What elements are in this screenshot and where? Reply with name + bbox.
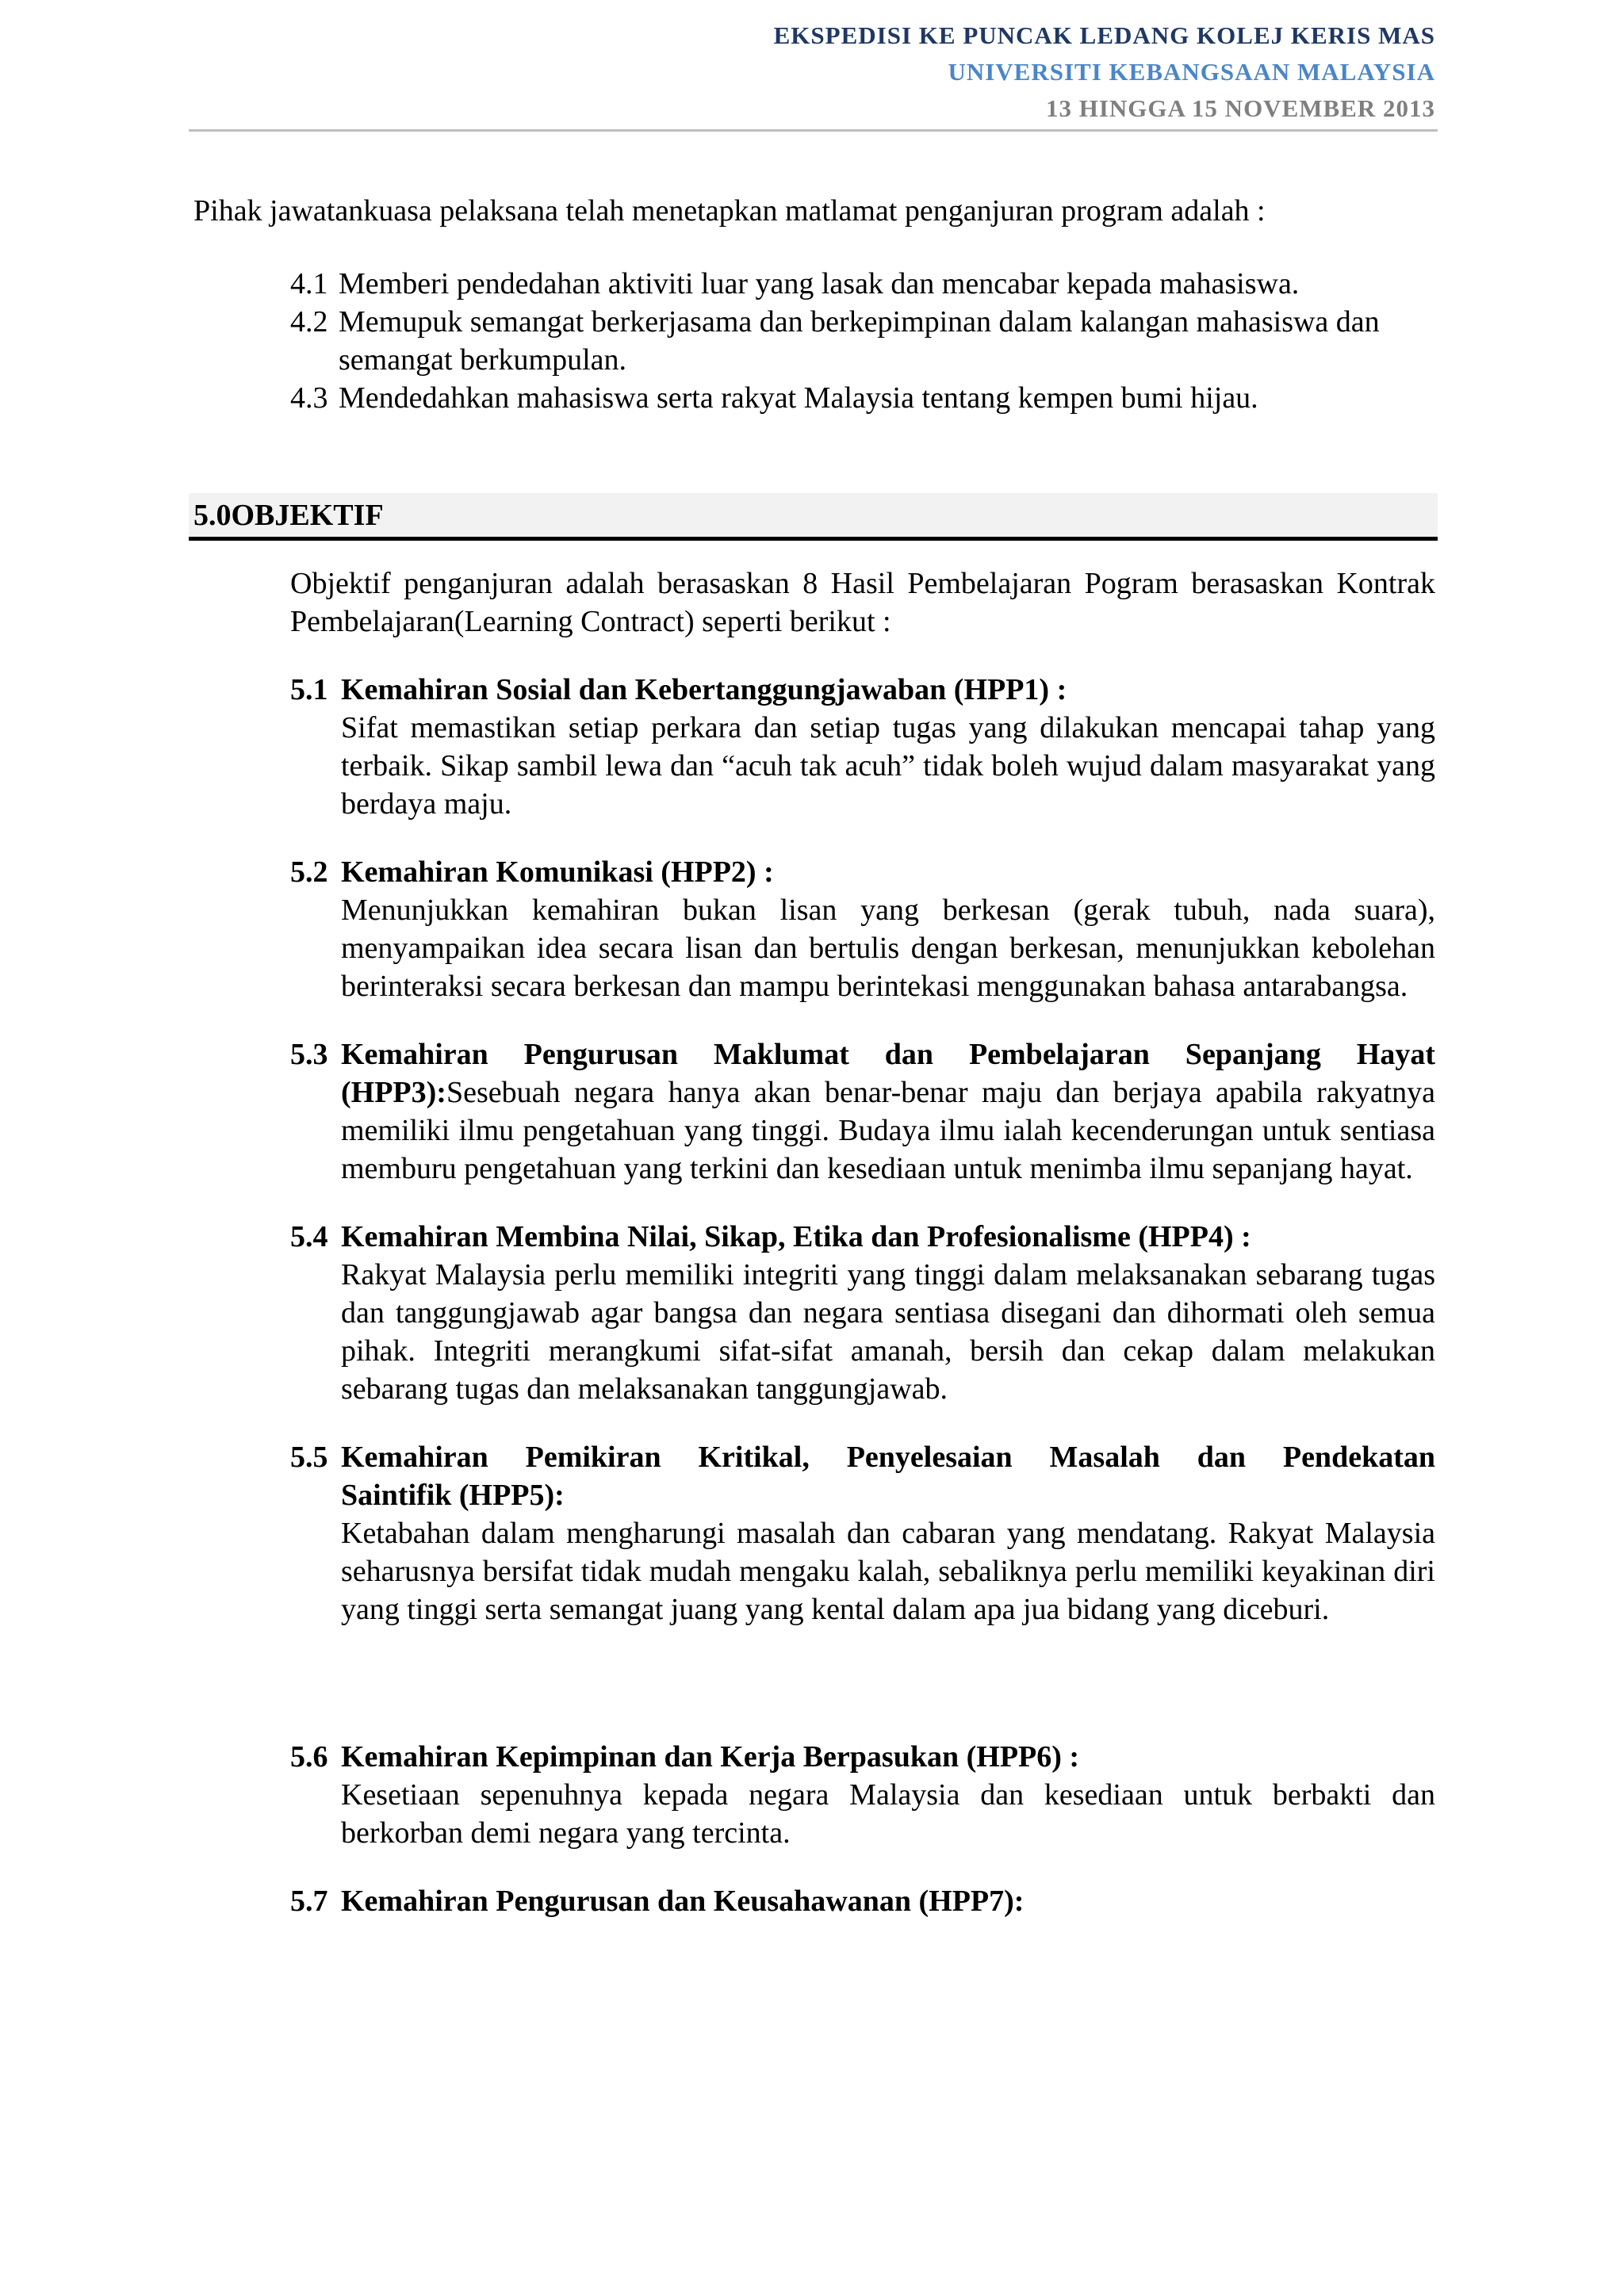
goals-list <box>290 265 1432 417</box>
goal-item <box>290 379 1432 417</box>
objective-item <box>290 671 1435 823</box>
objective-item <box>290 1882 1435 1920</box>
objective-text: Rakyat Malaysia perlu memiliki integriti yang tinggi dalam melaksanakan sebarang tugas dan tanggungjawab agar bangsa dan negara sentiasa disegani dan dihormati oleh semua pihak. Integriti merangkumi sifat-sifat amanah, bersih dan cekap dalam melakukan sebarang tugas dan melaksanakan tanggungjawab. <box>341 1258 1435 1406</box>
goal-number: 4.2 <box>290 305 328 339</box>
objective-text-block <box>290 1476 1435 1628</box>
header-university: UNIVERSITI KEBANGSAAN MALAYSIA <box>948 58 1435 86</box>
objective-heading: Kemahiran Sosial dan Kebertanggungjawaban (HPP1) : <box>341 673 1067 706</box>
objective-heading: Kemahiran Pemikiran Kritikal, Penyelesaian Masalah dan Pendekatan <box>341 1441 1435 1474</box>
blank-space <box>290 1628 1435 1708</box>
objective-heading-cont: Saintifik (HPP5): <box>341 1479 565 1512</box>
header-date: 13 HINGGA 15 NOVEMBER 2013 <box>1045 94 1435 122</box>
objective-heading: Kemahiran Pengurusan Maklumat dan Pembelajaran Sepanjang Hayat <box>341 1038 1435 1071</box>
objective-number: 5.7 <box>290 1885 328 1918</box>
header-event-title: EKSPEDISI KE PUNCAK LEDANG KOLEJ KERIS MAS <box>773 21 1435 49</box>
section-lead: Objektif penganjuran adalah berasaskan 8 Hasil Pembelajaran Pogram berasaskan Kontrak Pembelajaran(Learning Contract) seperti berikut : <box>290 567 1435 638</box>
objective-number: 5.2 <box>290 855 328 889</box>
objective-text: Ketabahan dalam mengharungi masalah dan cabaran yang mendatang. Rakyat Malaysia seharusnya bersifat tidak mudah mengaku kalah, sebaliknya perlu memiliki keyakinan diri yang tinggi serta semangat juang yang kental dalam apa jua bidang yang diceburi. <box>341 1517 1435 1626</box>
objective-item <box>290 1738 1435 1852</box>
objective-text: Menunjukkan kemahiran bukan lisan yang berkesan (gerak tubuh, nada suara), menyampaikan idea secara lisan dan bertulis dengan berkesan, menunjukkan kebolehan berinteraksi secara berkesan dan mampu berintekasi menggunakan bahasa antarabangsa. <box>341 894 1435 1003</box>
goal-item <box>290 265 1432 303</box>
goal-number: 4.1 <box>290 267 328 300</box>
goal-number: 4.3 <box>290 381 328 415</box>
objective-heading-cont: (HPP3): <box>341 1076 446 1109</box>
objective-number: 5.1 <box>290 673 328 706</box>
objective-text: Sifat memastikan setiap perkara dan setiap tugas yang dilakukan mencapai tahap yang terbaik. Sikap sambil lewa dan “acuh tak acuh” tidak boleh wujud dalam masyarakat yang berdaya maju. <box>341 711 1435 821</box>
goal-text: Memupuk semangat berkerjasama dan berkepimpinan dalam kalangan mahasiswa dan semangat berkumpulan. <box>339 305 1380 377</box>
objective-heading: Kemahiran Kepimpinan dan Kerja Berpasukan (HPP6) : <box>341 1740 1080 1774</box>
objective-heading: Kemahiran Membina Nilai, Sikap, Etika dan Profesionalisme (HPP4) : <box>341 1220 1251 1253</box>
goal-text: Mendedahkan mahasiswa serta rakyat Malaysia tentang kempen bumi hijau. <box>339 381 1258 415</box>
objective-heading: Kemahiran Pengurusan dan Keusahawanan (HPP7): <box>341 1885 1025 1918</box>
objective-text-block <box>290 1073 1435 1188</box>
objective-item <box>290 853 1435 1005</box>
section-title: 5.0OBJEKTIF <box>193 499 384 532</box>
objective-number: 5.6 <box>290 1740 328 1774</box>
intro-paragraph: Pihak jawatankuasa pelaksana telah menetapkan matlamat penganjuran program adalah : <box>193 194 1266 228</box>
objective-heading: Kemahiran Komunikasi (HPP2) : <box>341 855 774 889</box>
objective-text: Kesetiaan sepenuhnya kepada negara Malaysia dan kesediaan untuk berbakti dan berkorban demi negara yang tercinta. <box>341 1778 1435 1850</box>
objective-number: 5.5 <box>290 1441 328 1474</box>
objective-item <box>290 1438 1435 1628</box>
page-header <box>774 17 1435 127</box>
objective-number: 5.4 <box>290 1220 328 1253</box>
objective-number: 5.3 <box>290 1038 328 1071</box>
header-divider <box>189 129 1438 132</box>
objective-text: Sesebuah negara hanya akan benar-benar maju dan berjaya apabila rakyatnya memiliki ilmu pengetahuan yang tinggi. Budaya ilmu ialah kecenderungan untuk sentiasa memburu pengetahuan yang terkini dan kesediaan untuk menimba ilmu sepanjang hayat. <box>341 1076 1435 1185</box>
objective-item <box>290 1218 1435 1408</box>
objectives-body <box>290 564 1435 1920</box>
goal-item <box>290 303 1432 379</box>
objective-item <box>290 1035 1435 1188</box>
goal-text: Memberi pendedahan aktiviti luar yang lasak dan mencabar kepada mahasiswa. <box>339 267 1300 300</box>
section-heading-rule <box>189 537 1438 541</box>
